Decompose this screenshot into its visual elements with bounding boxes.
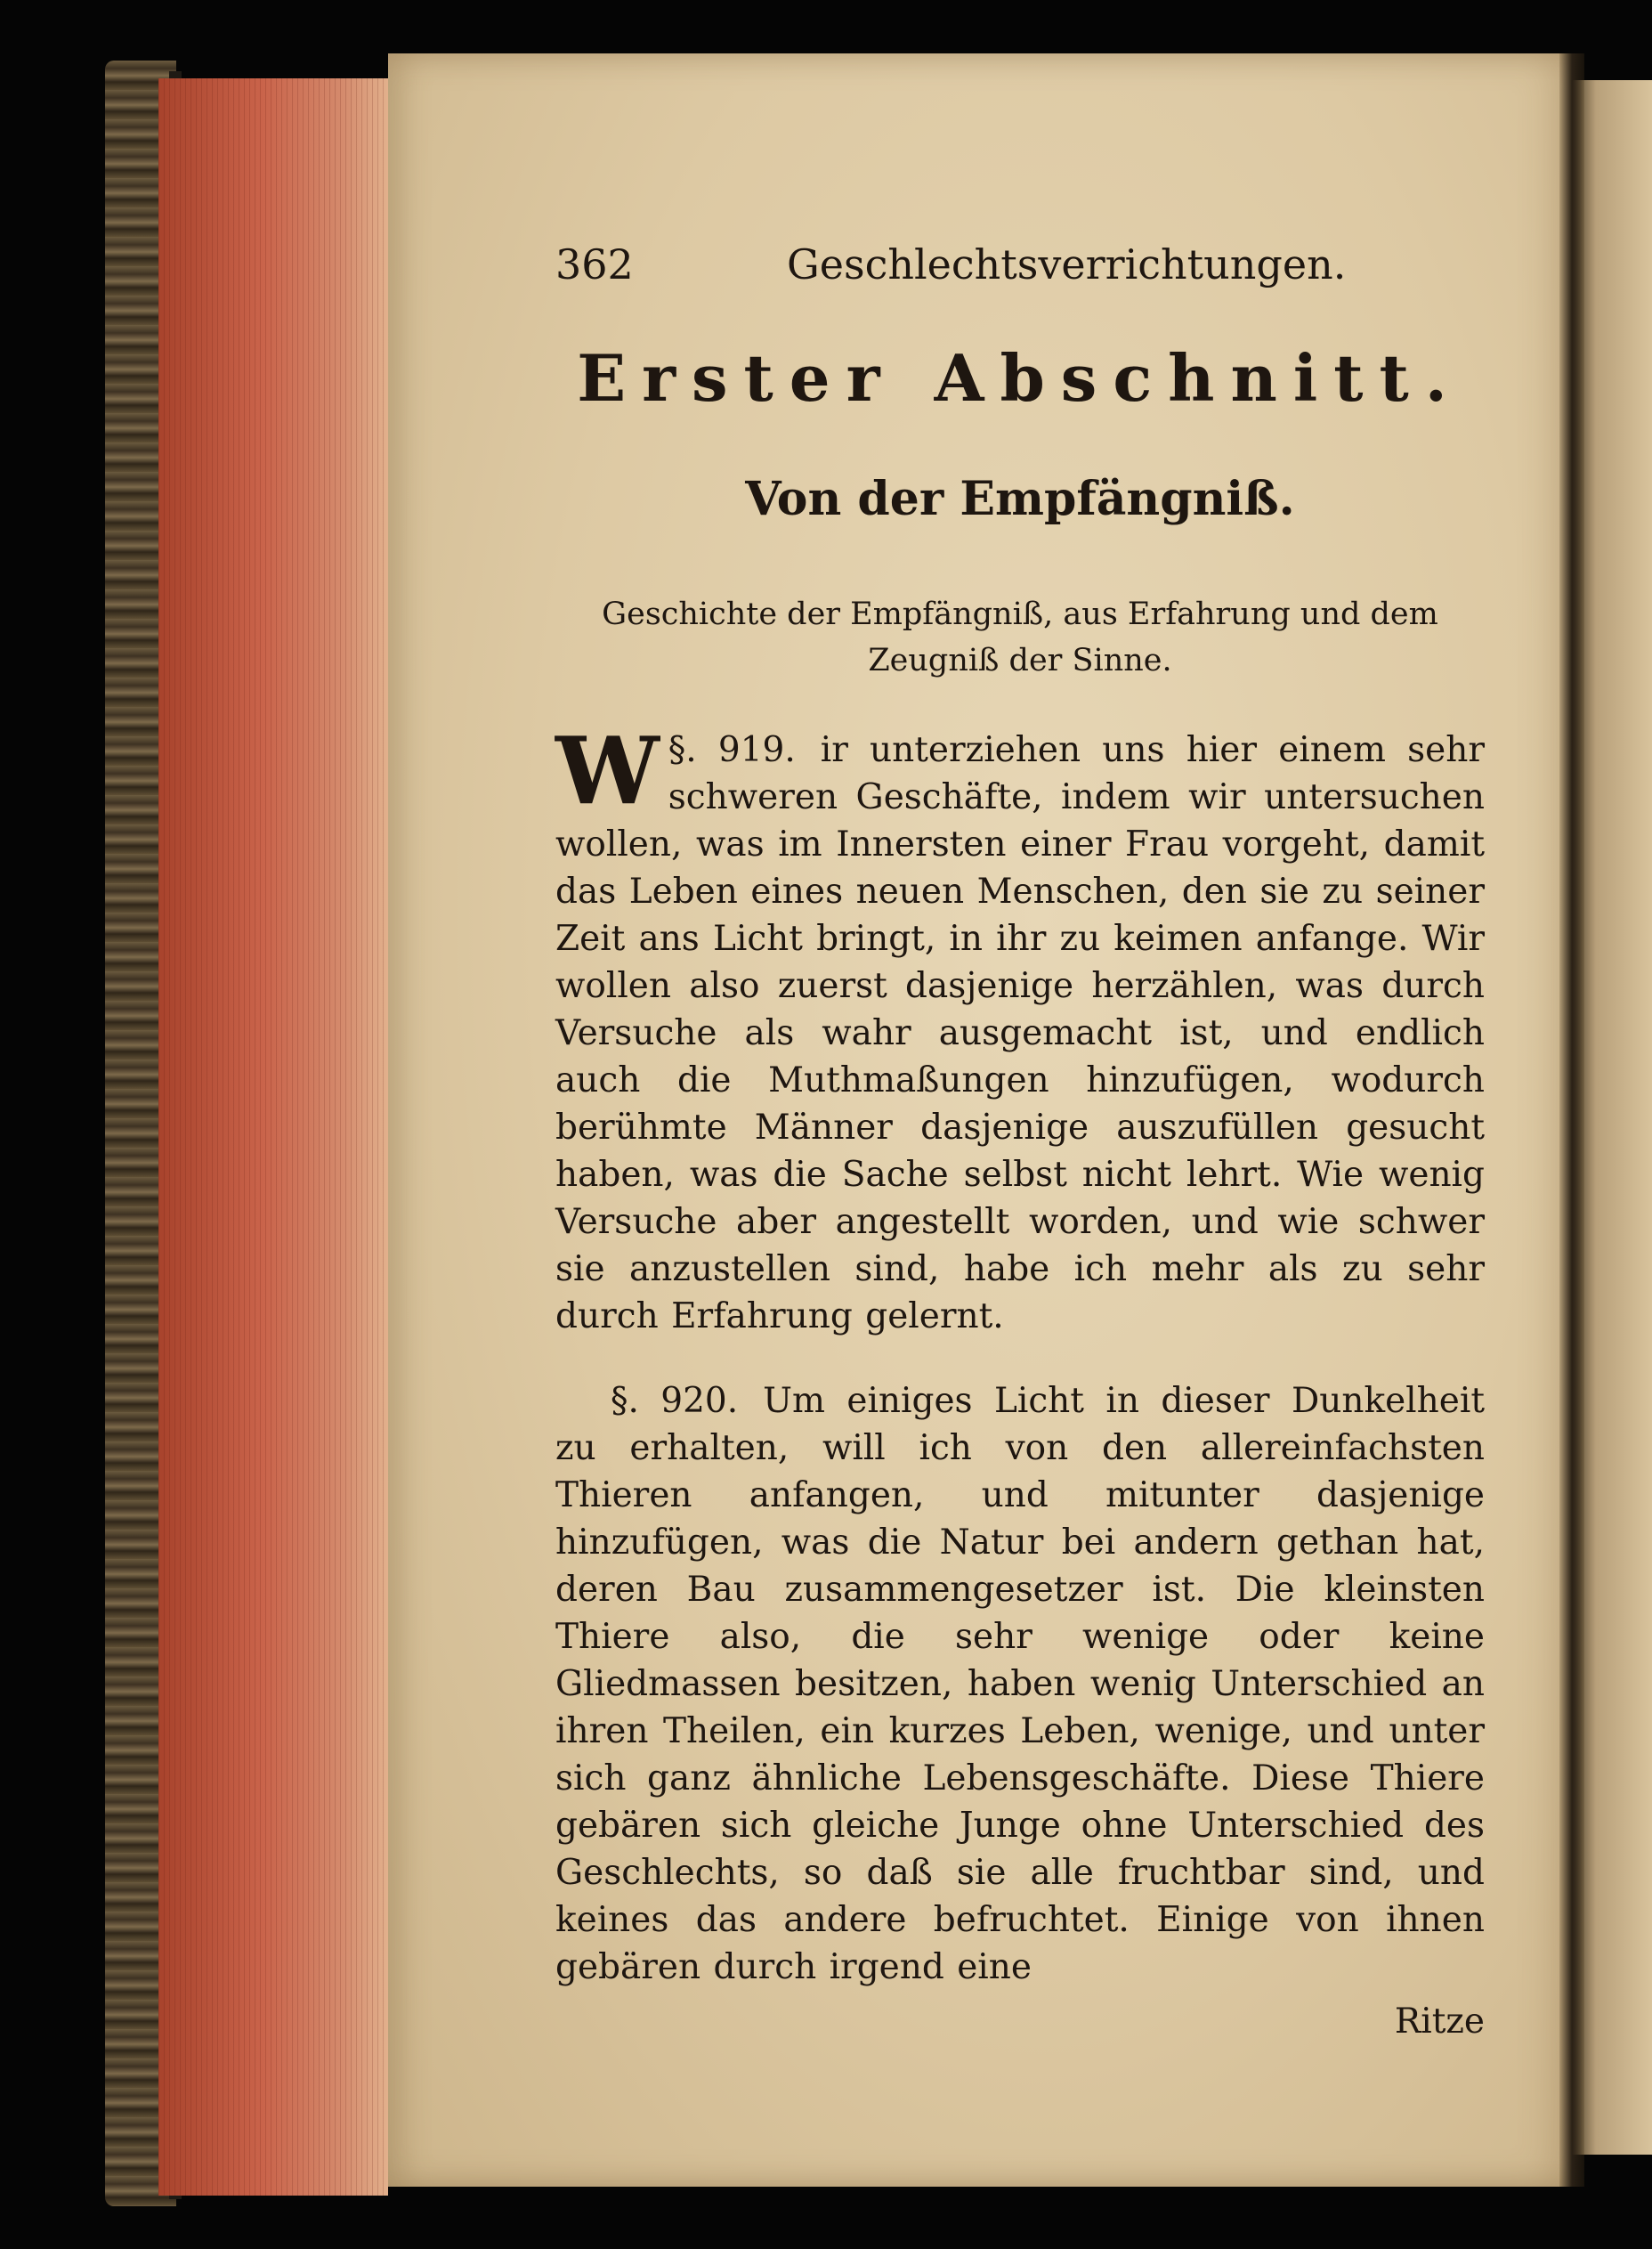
catchword: Ritze xyxy=(1394,2001,1485,2042)
paragraph-text: Um einiges Licht in dieser Dunkelheit zu erhalten, will ich von den allereinfachsten Thieren anfangen, und mitunter dasjenige hinzufügen, was die Natur bei andern gethan hat, deren Bau zusammengesetzer ist. Die kleinsten Thiere also, die sehr wenige oder keine Gliedmassen besitzen, haben wenig Unterschied an ihren Theilen, ein kurzes Leben, wenige, und unter sich ganz ähnliche Lebensgeschäfte. Diese Thiere gebären sich gleiche Junge ohne Unterschied des Geschlechts, so daß sie alle fruchtbar sind, und keines das andere befruchtet. Einige von ihnen gebären durch irgend eine xyxy=(555,1381,1485,1987)
page-header xyxy=(555,240,1485,303)
paragraph-text: ir unterziehen uns hier einem sehr schweren Geschäfte, indem wir untersuchen wollen, was im Innersten einer Frau vorgeht, damit das Leben eines neuen Menschen, den sie zu seiner Zeit ans Licht bringt, in ihr zu keimen anfange. Wir wollen also zuerst dasjenige herzählen, was durch Versuche als wahr ausgemacht ist, und endlich auch die Muthmaßungen hinzufügen, wodurch berühmte Männer dasjenige auszufüllen gesucht haben, was die Sache selbst nicht lehrt. Wie wenig Versuche aber angestellt worden, und wie schwer sie anzustellen sind, habe ich mehr als zu sehr durch Erfahrung gelernt. xyxy=(555,730,1485,1336)
drop-cap: W xyxy=(555,716,660,825)
section-title: Erster Abschnitt. xyxy=(577,340,1463,416)
chapter-title: Von der Empfängniß. xyxy=(745,472,1295,526)
paragraph-number: §. 920. xyxy=(611,1381,739,1421)
page-number: 362 xyxy=(555,240,634,288)
page-content xyxy=(555,240,1485,2045)
paragraph-919 xyxy=(555,716,1485,1340)
paragraph-number: §. 919. xyxy=(668,730,796,770)
page-edges xyxy=(158,78,388,2196)
running-head: Geschlechtsverrichtungen. xyxy=(787,240,1347,288)
paragraph-920 xyxy=(555,1377,1485,1991)
page-gutter xyxy=(1559,53,1584,2187)
subheading: Geschichte der Empfängniß, aus Erfahrung und dem Zeugniß der Sinne. xyxy=(602,597,1438,678)
